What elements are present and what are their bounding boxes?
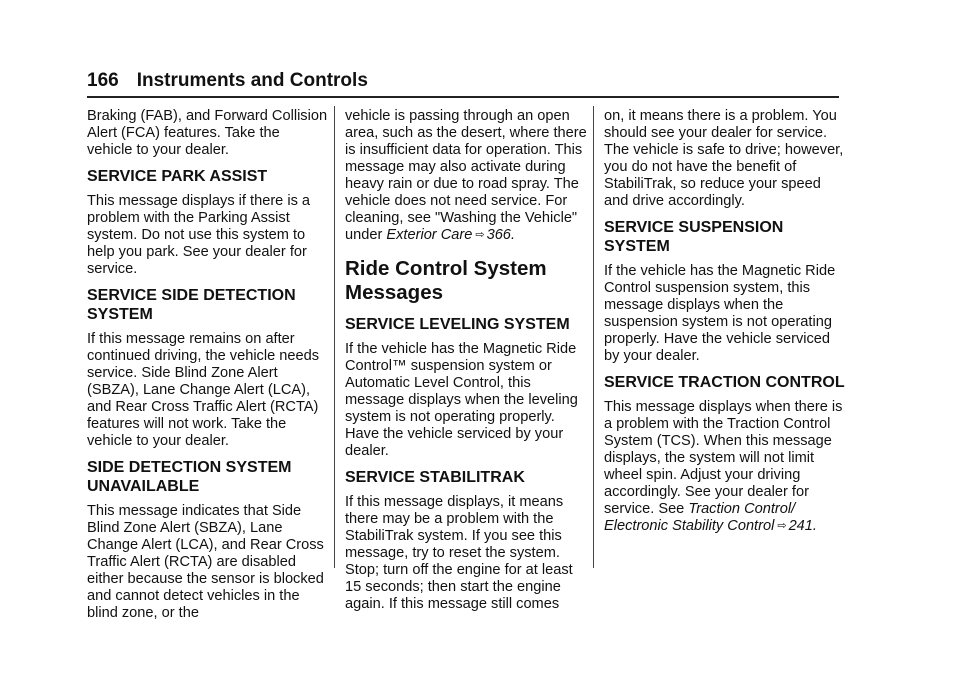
heading-service-side-detection: SERVICE SIDE DETECTION SYSTEM (87, 287, 296, 323)
column-divider-1 (334, 106, 335, 568)
page-reference-arrow-icon: ⇨ (777, 520, 787, 532)
link-exterior-care[interactable]: Exterior Care ⇨ 366. (386, 227, 515, 243)
column-divider-2 (593, 106, 594, 568)
column-1 (87, 108, 329, 630)
heading-service-traction-control: SERVICE TRACTION CONTROL (604, 374, 845, 391)
column-2 (345, 108, 587, 621)
link-traction-control[interactable]: Traction Control/ Electronic Stability Control ⇨ 241. (604, 501, 817, 534)
paragraph-park-assist: This message displays if there is a problem with the Parking Assist system. Do not use this system to help you park. See your dealer for service. (87, 193, 311, 277)
paragraph-side-detection-unavailable: This message indicates that Side Blind Zone Alert (SBZA), Lane Change Alert (LCA), and Rear Cross Traffic Alert (RCTA) are disabled either because the sensor is blocked and cannot detect vehicles in the blind zone, or the (87, 503, 324, 621)
paragraph-washing-text: vehicle is passing through an open area, such as the desert, where there is insufficient data for operation. This message may also activate during heavy rain or due to road spray. The vehicle does not need service. For cleaning, see "Washing the Vehicle" under (345, 108, 587, 243)
heading-side-detection-unavailable: SIDE DETECTION SYSTEM UNAVAILABLE (87, 459, 292, 495)
paragraph-stabilitrak-cont: on, it means there is a problem. You should see your dealer for service. The vehicle is safe to drive; however, you do not have the benefit of StabiliTrak, so reduce your speed and drive accordingly. (604, 108, 844, 209)
heading-ride-control-messages: Ride Control System Messages (345, 257, 547, 304)
page-title: Instruments and Controls (136, 70, 368, 91)
heading-service-leveling-system: SERVICE LEVELING SYSTEM (345, 316, 570, 333)
link-traction-control-label: Traction Control/ Electronic Stability Control (604, 501, 796, 534)
paragraph-side-detection: If this message remains on after continued driving, the vehicle needs service. Side Blind Zone Alert (SBZA), Lane Change Alert (LCA), and Rear Cross Traffic Alert (RCTA) features will not work. Take the vehicle to your dealer. (87, 331, 320, 449)
paragraph-traction-control (604, 399, 846, 536)
heading-service-stabilitrak: SERVICE STABILITRAK (345, 469, 525, 486)
paragraph-washing (345, 108, 587, 245)
paragraph-stabilitrak: If this message displays, it means there may be a problem with the StabiliTrak system. If you see this message, try to reset the system. Stop; turn off the engine for at least 15 seconds; then start the engine again. If this message still comes (345, 494, 573, 612)
link-exterior-care-page: 366 (486, 227, 511, 243)
link-traction-control-page: 241 (788, 518, 813, 534)
paragraph-intro: Braking (FAB), and Forward Collision Alert (FCA) features. Take the vehicle to your dealer. (87, 108, 328, 158)
header-rule (87, 96, 839, 98)
heading-service-park-assist: SERVICE PARK ASSIST (87, 168, 268, 185)
page-reference-arrow-icon: ⇨ (475, 229, 485, 241)
paragraph-traction-text: This message displays when there is a problem with the Traction Control System (TCS). When this message displays, the system will not limit wheel spin. Adjust your driving accordingly. See your dealer for service. See (604, 399, 843, 517)
paragraph-leveling-system: If the vehicle has the Magnetic Ride Control™ suspension system or Automatic Level Control, this message displays when the leveling system is not operating properly. Have the vehicle serviced by your dealer. (345, 341, 578, 459)
heading-service-suspension-system: SERVICE SUSPENSION SYSTEM (604, 219, 784, 255)
paragraph-suspension-system: If the vehicle has the Magnetic Ride Control suspension system, this message displays when the suspension system is not operating properly. Have the vehicle serviced by your dealer. (604, 263, 836, 364)
column-3 (604, 108, 846, 544)
page-header (87, 70, 839, 92)
page-number: 166 (87, 70, 119, 91)
link-exterior-care-label: Exterior Care (386, 227, 473, 243)
